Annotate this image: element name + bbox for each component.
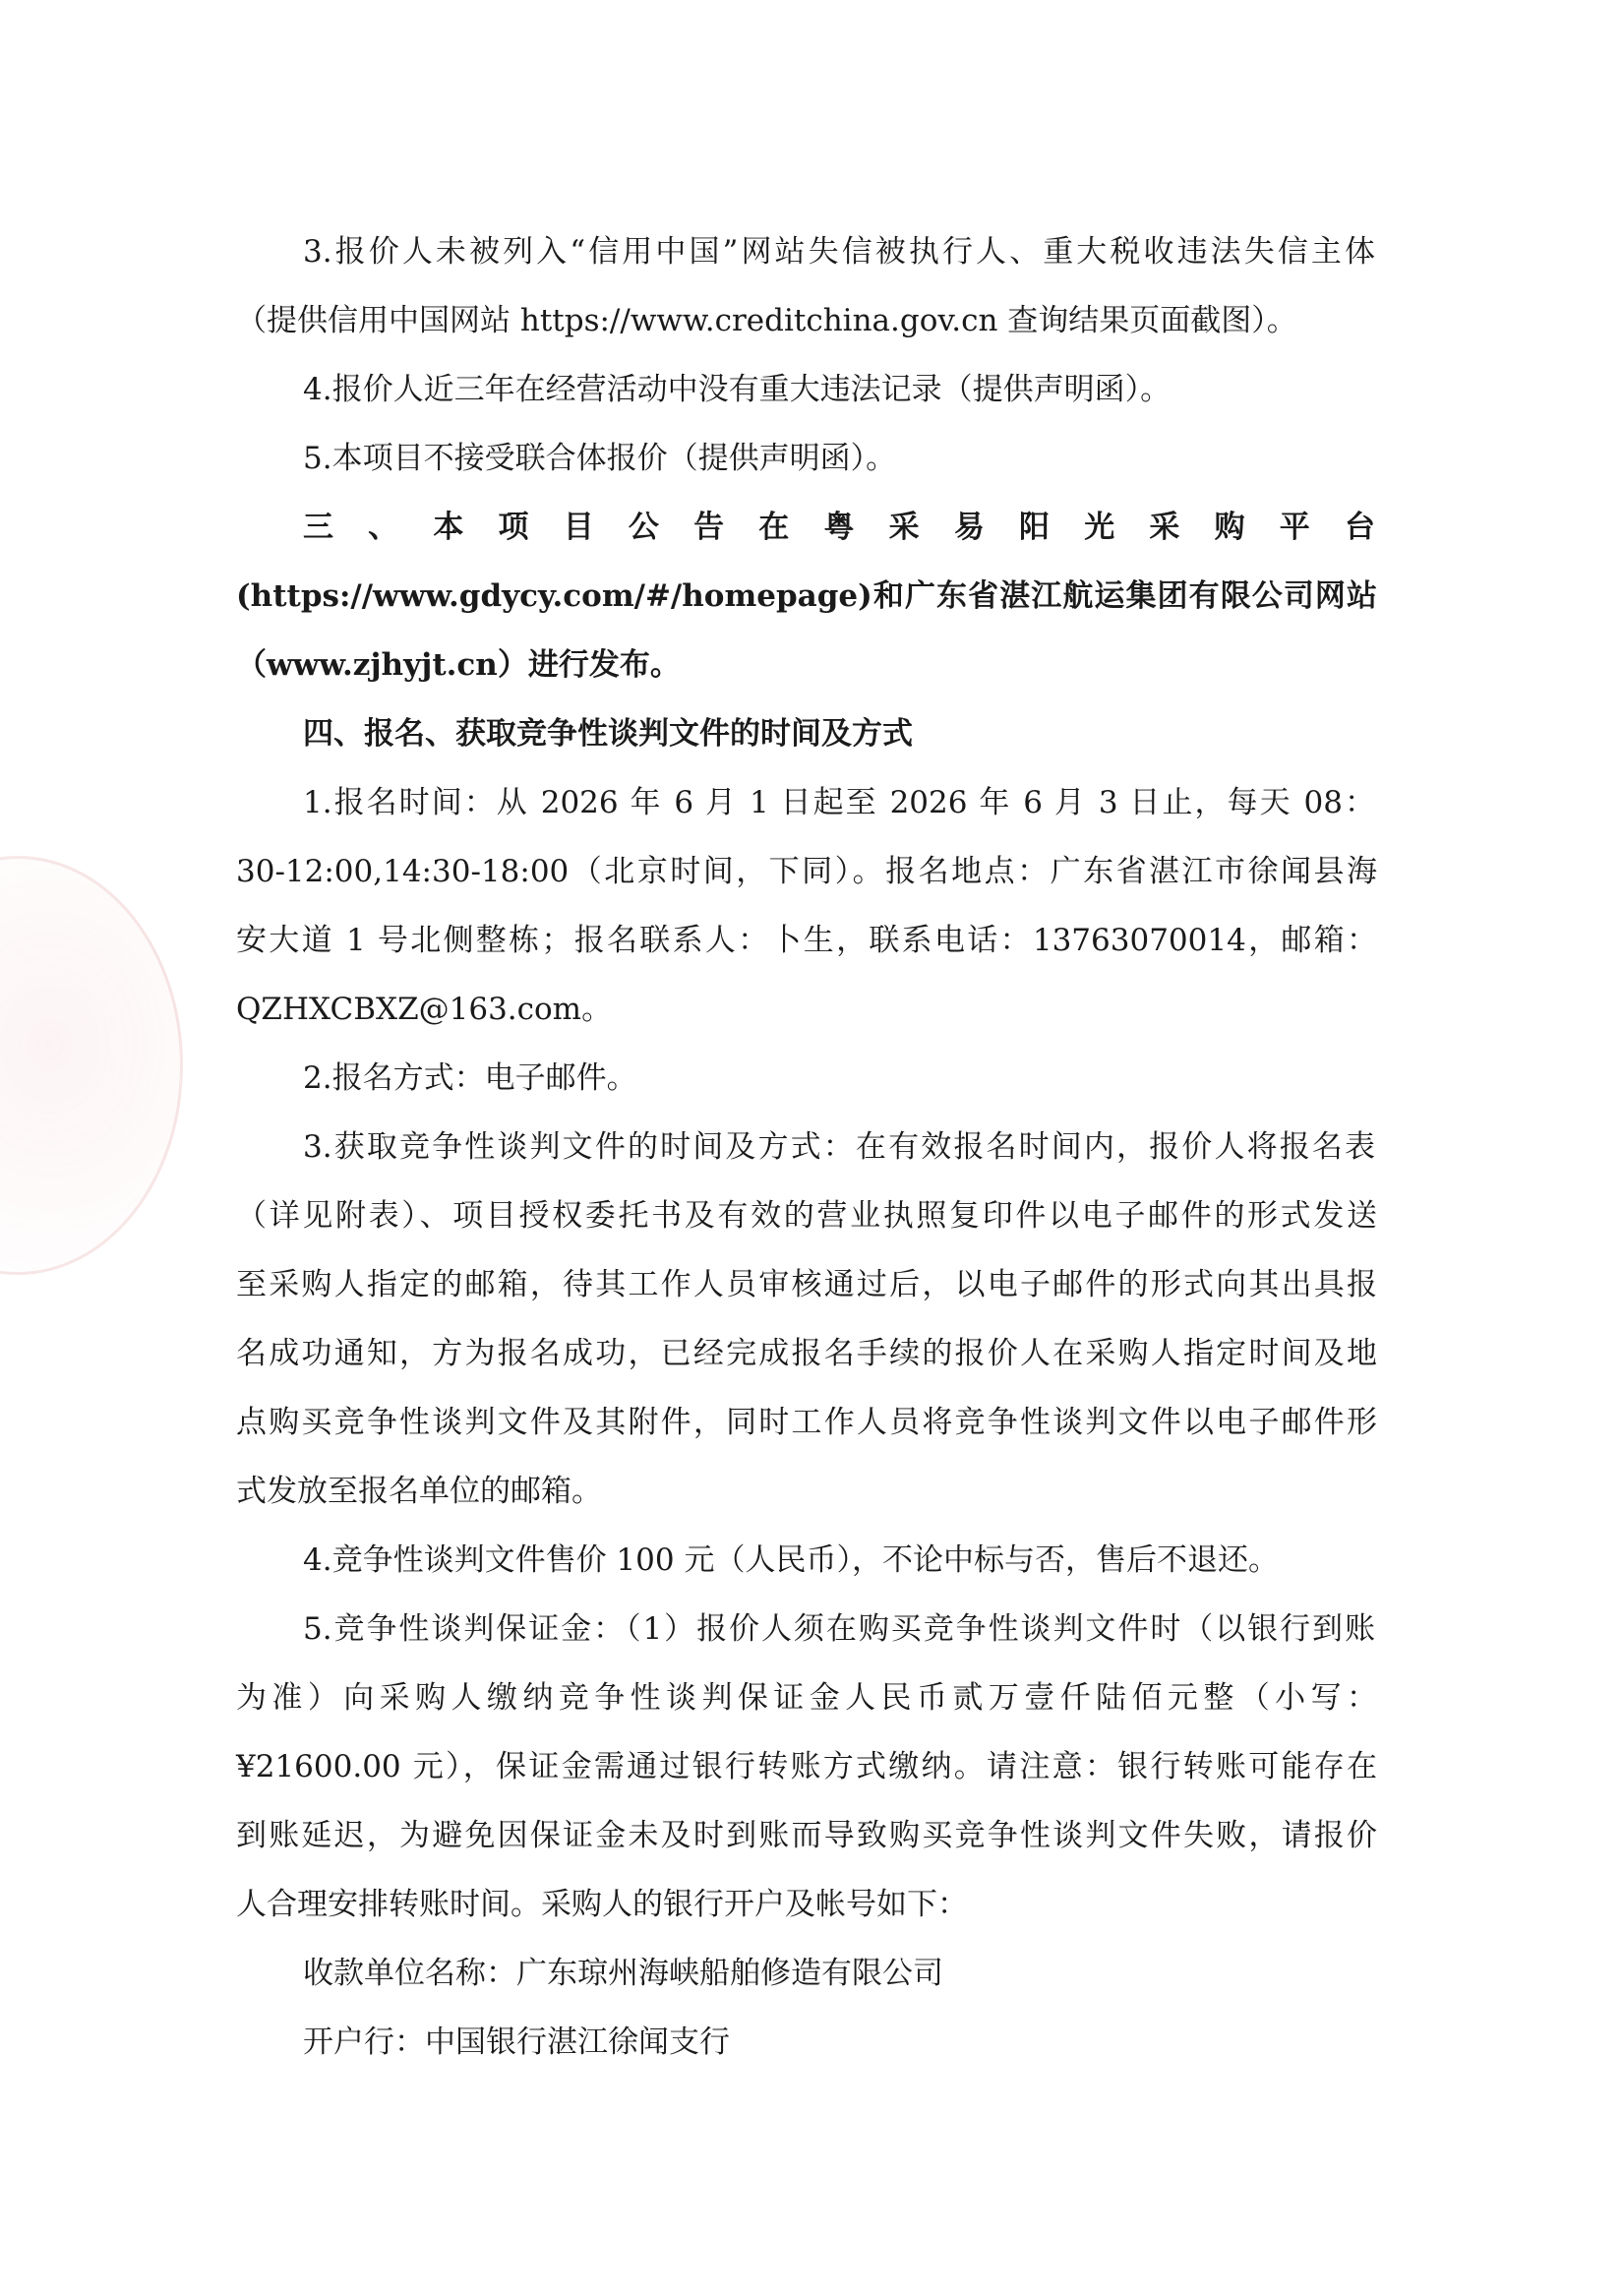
paragraph-line: 名成功通知，方为报名成功，已经完成报名手续的报价人在采购人指定时间及地 <box>236 1336 1377 1371</box>
paragraph-line: 1.报名时间：从 2026 年 6 月 1 日起至 2026 年 6 月 3 日止，每天 08： <box>303 785 1375 820</box>
bank-branch-line: 开户行：中国银行湛江徐闻支行 <box>303 2024 730 2060</box>
paragraph-line: 人合理安排转账时间。采购人的银行开户及帐号如下： <box>236 1887 968 1922</box>
paragraph-line: （www.zjhyjt.cn）进行发布。 <box>236 647 681 683</box>
section-heading-4: 四、报名、获取竞争性谈判文件的时间及方式 <box>303 716 913 752</box>
paragraph-line: （详见附表）、项目授权委托书及有效的营业执照复印件以电子邮件的形式发送 <box>236 1198 1377 1234</box>
paragraph-line: 点购买竞争性谈判文件及其附件，同时工作人员将竞争性谈判文件以电子邮件形 <box>236 1405 1377 1440</box>
paragraph-line: ¥21600.00 元），保证金需通过银行转账方式缴纳。请注意：银行转账可能存在 <box>236 1749 1377 1784</box>
red-seal-stamp <box>0 856 183 1275</box>
paragraph-line: 4.报价人近三年在经营活动中没有重大违法记录（提供声明函）。 <box>303 372 1172 407</box>
paragraph-line: 30-12:00,14:30-18:00（北京时间，下同）。报名地点：广东省湛江市徐闻县海 <box>236 854 1377 889</box>
paragraph-line: （提供信用中国网站 https://www.creditchina.gov.cn 查询结果页面截图）。 <box>236 303 1297 338</box>
paragraph-line: 4.竞争性谈判文件售价 100 元（人民币），不论中标与否，售后不退还。 <box>303 1542 1279 1578</box>
paragraph-line: 为准）向采购人缴纳竞争性谈判保证金人民币贰万壹仟陆佰元整（小写： <box>236 1680 1377 1716</box>
paragraph-line: 安大道 1 号北侧整栋；报名联系人：卜生，联系电话：13763070014，邮箱： <box>236 923 1377 958</box>
paragraph-line: (https://www.gdycy.com/#/homepage)和广东省湛江航运集团有限公司网站 <box>236 578 1377 614</box>
paragraph-line: 5.本项目不接受联合体报价（提供声明函）。 <box>303 441 897 476</box>
paragraph-line: 3.获取竞争性谈判文件的时间及方式：在有效报名时间内，报价人将报名表 <box>303 1129 1375 1165</box>
payee-name-line: 收款单位名称：广东琼州海峡船舶修造有限公司 <box>303 1956 943 1991</box>
paragraph-line: 到账延迟，为避免因保证金未及时到账而导致购买竞争性谈判文件失败，请报价 <box>236 1818 1377 1853</box>
paragraph-line: 式发放至报名单位的邮箱。 <box>236 1474 602 1509</box>
paragraph-line: 2.报名方式：电子邮件。 <box>303 1060 637 1096</box>
paragraph-line: QZHXCBXZ@163.com。 <box>236 992 613 1027</box>
section-heading-3: 三、本项目公告在粤采易阳光采购平台 <box>303 510 1375 545</box>
paragraph-line: 至采购人指定的邮箱，待其工作人员审核通过后，以电子邮件的形式向其出具报 <box>236 1267 1377 1302</box>
paragraph-line: 5.竞争性谈判保证金：（1）报价人须在购买竞争性谈判文件时（以银行到账 <box>303 1611 1375 1647</box>
paragraph-line: 3.报价人未被列入“信用中国”网站失信被执行人、重大税收违法失信主体 <box>303 234 1375 270</box>
